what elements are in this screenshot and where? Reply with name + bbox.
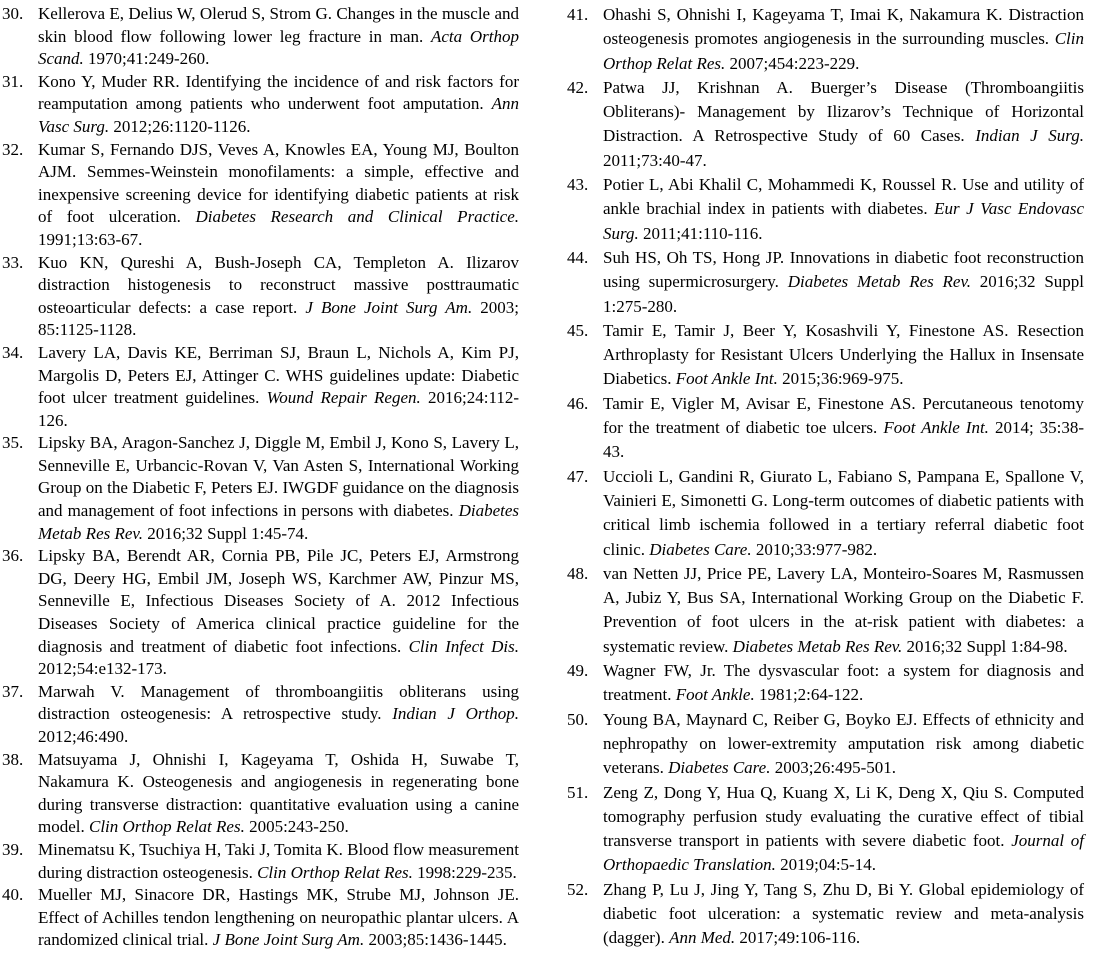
journal-name: Clin Orthop Relat Res. xyxy=(603,29,1085,73)
reference-number: 44. xyxy=(567,247,589,267)
reference-citation: 2016;24:112-126. xyxy=(38,388,519,430)
reference-text: Kellerova E, Delius W, Olerud S, Strom G. Changes in the muscle and skin blood flow following lower leg fracture in man. xyxy=(38,4,519,46)
reference-item xyxy=(2,839,519,884)
reference-citation: 1998:229-235. xyxy=(417,862,517,882)
reference-text: Marwah V. Management of thromboangiitis obliterans using distraction osteogenesis: A retrospective study. xyxy=(38,681,519,724)
reference-item xyxy=(567,781,1084,878)
reference-number: 51. xyxy=(567,782,589,802)
reference-item xyxy=(2,545,519,681)
journal-name: Indian J Orthop. xyxy=(392,704,520,724)
reference-text: Potier L, Abi Khalil C, Mohammedi K, Roussel R. Use and utility of ankle brachial index in patients with diabetes. xyxy=(603,175,1084,219)
journal-name: J Bone Joint Surg Am. xyxy=(212,930,365,950)
journal-name: Diabetes Metab Res Rev. xyxy=(732,636,903,656)
reference-number: 40. xyxy=(2,885,24,905)
journal-name: Clin Orthop Relat Res. xyxy=(89,817,245,837)
reference-item xyxy=(2,3,519,71)
journal-name: Ann Vasc Surg. xyxy=(38,94,520,136)
reference-citation: 2012;46:490. xyxy=(38,727,129,746)
reference-number: 30. xyxy=(2,4,24,23)
reference-citation: 2010;33:977-982. xyxy=(755,539,878,559)
journal-name: Wound Repair Regen. xyxy=(266,388,421,408)
reference-item xyxy=(2,139,519,252)
reference-citation: 2003;26:495-501. xyxy=(774,758,897,778)
journal-name: Journal of Orthopaedic Translation. xyxy=(603,831,1085,875)
reference-item xyxy=(2,681,519,749)
reference-number: 47. xyxy=(567,466,589,486)
reference-number: 33. xyxy=(2,252,24,272)
reference-item xyxy=(567,392,1084,465)
reference-text: Kumar S, Fernando DJS, Veves A, Knowles EA, Young MJ, Boulton AJM. Semmes-Weinstein monofilaments: a simple, effective and inexpensive screening device for identifying diabetic patients at risk of foot ulceration. xyxy=(38,139,519,227)
reference-number: 35. xyxy=(2,433,24,453)
reference-number: 39. xyxy=(2,839,24,859)
reference-text: Lipsky BA, Aragon-Sanchez J, Diggle M, Embil J, Kono S, Lavery L, Senneville E, Urbancic-Rovan V, Van Asten S, International Working Group on the Diabetic F, Peters EJ. IWGDF guidance on the diagnosis and management of foot infections in persons with diabetes. xyxy=(38,433,519,521)
reference-citation: 1970;41:249-260. xyxy=(88,49,210,69)
reference-text: Suh HS, Oh TS, Hong JP. Innovations in diabetic foot reconstruction using supermicrosurgery. xyxy=(603,247,1084,292)
reference-citation: 2016;32 Suppl 1:45-74. xyxy=(147,523,309,543)
reference-text: Wagner FW, Jr. The dysvascular foot: a system for diagnosis and treatment. xyxy=(603,661,1084,705)
reference-number: 50. xyxy=(567,709,589,729)
reference-number: 32. xyxy=(2,139,24,159)
reference-citation: 2019;04:5-14. xyxy=(780,855,876,875)
reference-item xyxy=(2,71,519,139)
journal-name: Clin Orthop Relat Res. xyxy=(257,862,413,882)
reference-item xyxy=(567,708,1084,781)
reference-item xyxy=(2,749,519,839)
reference-item xyxy=(2,884,519,952)
reference-number: 41. xyxy=(567,5,589,24)
references-column-right xyxy=(567,3,1084,979)
reference-citation: 1981;2:64-122. xyxy=(758,685,864,705)
reference-item xyxy=(567,76,1084,173)
reference-text: Tamir E, Tamir J, Beer Y, Kosashvili Y, Finestone AS. Resection Arthroplasty for Resistant Ulcers Underlying the Hallux in Insensate Diabetics. xyxy=(603,320,1084,389)
journal-name: Diabetes Research and Clinical Practice. xyxy=(195,207,520,227)
reference-number: 49. xyxy=(567,661,589,681)
reference-text: Patwa JJ, Krishnan A. Buerger’s Disease (Thromboangiitis Obliterans)- Management by Ilizarov’s Technique of Horizontal Distraction. A Retrospective Study of 60 Cases. xyxy=(603,77,1084,146)
reference-item xyxy=(567,878,1084,951)
reference-number: 46. xyxy=(567,393,589,413)
reference-text: Lavery LA, Davis KE, Berriman SJ, Braun L, Nichols A, Kim PJ, Margolis D, Peters EJ, Attinger C. WHS guidelines update: Diabetic foot ulcer treatment guidelines. xyxy=(38,342,519,408)
reference-text: Zeng Z, Dong Y, Hua Q, Kuang X, Li K, Deng X, Qiu S. Computed tomography perfusion study evaluating the curative effect of tibial transverse transport in patients with severe diabetic foot. xyxy=(603,782,1084,851)
journal-name: Diabetes Metab Res Rev. xyxy=(38,501,520,543)
reference-number: 38. xyxy=(2,749,24,769)
reference-text: Ohashi S, Ohnishi I, Kageyama T, Imai K, Nakamura K. Distraction osteogenesis promotes angiogenesis in the surrounding muscles. xyxy=(603,5,1084,49)
journal-name: Eur J Vasc Endovasc Surg. xyxy=(603,199,1084,243)
reference-item xyxy=(567,465,1084,562)
reference-number: 45. xyxy=(567,320,589,340)
reference-item xyxy=(567,319,1084,392)
references-column-left xyxy=(2,3,519,979)
reference-citation: 2012;54:e132-173. xyxy=(38,659,167,679)
reference-number: 34. xyxy=(2,342,24,362)
reference-number: 48. xyxy=(567,563,589,583)
reference-item xyxy=(567,659,1084,708)
journal-name: Acta Orthop Scand. xyxy=(38,26,520,69)
reference-number: 52. xyxy=(567,879,589,899)
journal-name: Diabetes Metab Res Rev. xyxy=(787,272,971,292)
reference-text: Lipsky BA, Berendt AR, Cornia PB, Pile JC, Peters EJ, Armstrong DG, Deery HG, Embil JM, Joseph WS, Karchmer AW, Pinzur MS, Senneville E, Infectious Diseases Society of A. 2012 Infectious Diseases Society of America clinical practice guideline for the diagnosis and treatment of diabetic foot infections. xyxy=(38,546,519,656)
journal-name: Foot Ankle Int. xyxy=(883,418,989,438)
reference-number: 43. xyxy=(567,175,589,195)
reference-citation: 2003; 85:1125-1128. xyxy=(38,297,520,340)
reference-citation: 2016;32 Suppl 1:84-98. xyxy=(906,636,1068,656)
journal-name: Diabetes Care. xyxy=(668,758,771,778)
reference-citation: 2014; 35:38-43. xyxy=(603,418,1085,462)
reference-text: van Netten JJ, Price PE, Lavery LA, Monteiro-Soares M, Rasmussen A, Jubiz Y, Bus SA, International Working Group on the Diabetic F. Prevention of foot ulcers in the at-risk patient with diabetes: a systematic review. xyxy=(603,563,1084,656)
reference-text: Matsuyama J, Ohnishi I, Kageyama T, Oshida H, Suwabe T, Nakamura K. Osteogenesis and angiogenesis in regenerating bone during transverse distraction: quantitative evaluation using a canine model. xyxy=(38,749,519,837)
reference-number: 31. xyxy=(2,71,24,91)
reference-citation: 2015;36:969-975. xyxy=(782,369,904,389)
reference-citation: 2007;454:223-229. xyxy=(729,53,860,73)
reference-item xyxy=(2,432,519,545)
reference-citation: 2016;32 Suppl 1:275-280. xyxy=(603,272,1084,316)
reference-item xyxy=(567,3,1084,76)
journal-name: Ann Med. xyxy=(669,928,736,948)
reference-number: 37. xyxy=(2,681,24,701)
journal-name: Foot Ankle. xyxy=(675,685,755,705)
reference-text: Kono Y, Muder RR. Identifying the incidence of and risk factors for reamputation among patients who underwent foot amputation. xyxy=(38,71,519,114)
reference-item xyxy=(567,173,1084,246)
reference-number: 42. xyxy=(567,77,589,97)
reference-number: 36. xyxy=(2,546,24,566)
reference-citation: 2003;85:1436-1445. xyxy=(368,930,507,950)
journal-name: Indian J Surg. xyxy=(975,126,1084,146)
reference-text: Mueller MJ, Sinacore DR, Hastings MK, Strube MJ, Johnson JE. Effect of Achilles tendon lengthening on neuropathic plantar ulcers. A randomized clinical trial. xyxy=(38,885,519,950)
journal-name: Clin Infect Dis. xyxy=(408,636,519,656)
reference-citation: 1991;13:63-67. xyxy=(38,229,143,249)
journal-name: Foot Ankle Int. xyxy=(675,369,778,389)
reference-text: Tamir E, Vigler M, Avisar E, Finestone AS. Percutaneous tenotomy for the treatment of diabetic toe ulcers. xyxy=(603,393,1084,438)
reference-item xyxy=(2,252,519,342)
reference-text: Kuo KN, Qureshi A, Bush-Joseph CA, Templeton A. Ilizarov distraction histogenesis to reconstruct massive posttraumatic osteoarticular defects: a case report. xyxy=(38,252,519,317)
journal-name: J Bone Joint Surg Am. xyxy=(305,297,473,317)
reference-text: Minematsu K, Tsuchiya H, Taki J, Tomita K. Blood flow measurement during distraction osteogenesis. xyxy=(38,839,519,882)
reference-citation: 2017;49:106-116. xyxy=(739,928,861,948)
journal-name: Diabetes Care. xyxy=(649,539,752,559)
reference-item xyxy=(2,342,519,432)
reference-citation: 2011;41:110-116. xyxy=(643,223,763,243)
reference-text: Young BA, Maynard C, Reiber G, Boyko EJ. Effects of ethnicity and nephropathy on lower-extremity amputation risk among diabetic veterans. xyxy=(603,709,1084,778)
reference-citation: 2012;26:1120-1126. xyxy=(113,116,251,136)
reference-item xyxy=(567,562,1084,659)
reference-text: Zhang P, Lu J, Jing Y, Tang S, Zhu D, Bi Y. Global epidemiology of diabetic foot ulceration: a systematic review and meta-analysis (dagger). xyxy=(603,879,1084,948)
reference-item xyxy=(567,246,1084,319)
reference-citation: 2005:243-250. xyxy=(249,817,349,837)
reference-citation: 2011;73:40-47. xyxy=(603,150,707,170)
reference-text: Uccioli L, Gandini R, Giurato L, Fabiano S, Pampana E, Spallone V, Vainieri E, Simonetti G. Long-term outcomes of diabetic patients with critical limb ischemia followed in a tertiary referral diabetic foot clinic. xyxy=(603,466,1084,559)
